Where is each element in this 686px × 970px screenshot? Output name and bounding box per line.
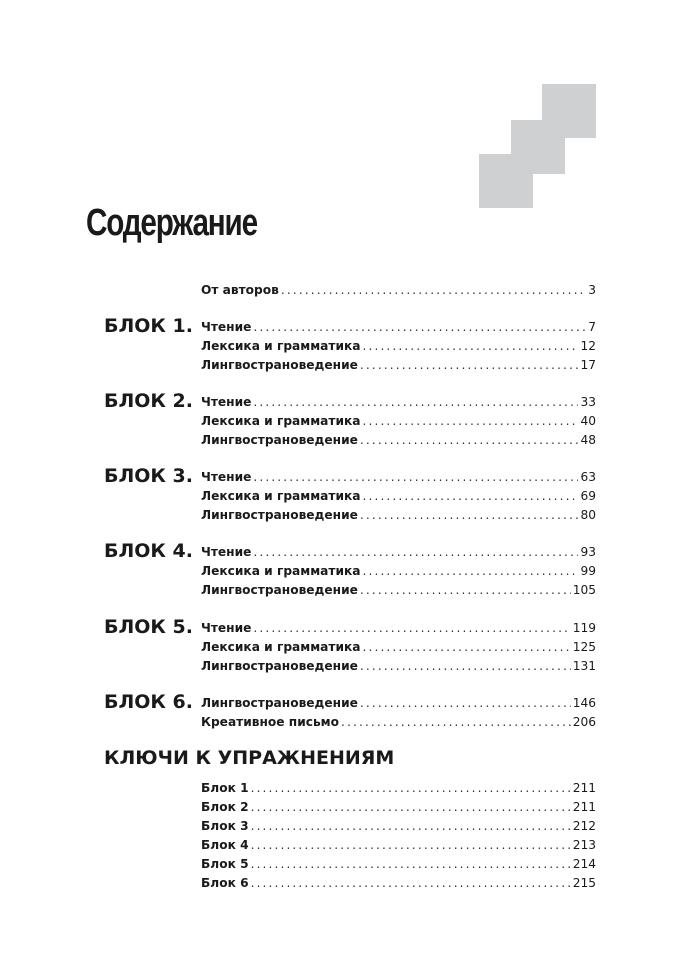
- leader-dots: [253, 543, 578, 561]
- toc-entry-page: 99: [580, 564, 596, 578]
- toc-entry-page: 213: [572, 838, 596, 852]
- toc-entry-label: Лингвострановедение: [201, 433, 358, 447]
- toc-entry-page: 119: [572, 621, 596, 635]
- leader-dots: [251, 779, 571, 797]
- toc-entry-page: 17: [580, 358, 596, 372]
- toc-entry-label: Чтение: [201, 320, 252, 334]
- toc-entry-label: Чтение: [201, 545, 252, 559]
- toc-entry-label: Лексика и грамматика: [201, 414, 361, 428]
- toc-entry-page: 69: [580, 489, 596, 503]
- toc-entry[interactable]: [201, 506, 596, 524]
- toc-entry-page: 80: [580, 508, 596, 522]
- toc-entry-page: 105: [572, 583, 596, 597]
- toc-entry-page: 211: [572, 800, 596, 814]
- toc-entry-key[interactable]: [201, 855, 596, 873]
- toc-entry-page: 93: [580, 545, 596, 559]
- toc-entry-label: Блок 5: [201, 857, 249, 871]
- leader-dots: [251, 798, 571, 816]
- toc-entry-label: Лексика и грамматика: [201, 339, 361, 353]
- toc-entry[interactable]: [201, 468, 596, 486]
- leader-dots: [251, 817, 571, 835]
- toc-entry-page: 125: [572, 640, 596, 654]
- toc-entry-label: Лингвострановедение: [201, 508, 358, 522]
- toc-entry[interactable]: [201, 619, 596, 637]
- leader-dots: [253, 468, 578, 486]
- toc-entry-label: Креативное письмо: [201, 715, 340, 729]
- toc-entry-label: Блок 2: [201, 800, 249, 814]
- leader-dots: [363, 412, 579, 430]
- toc-entry-key[interactable]: [201, 874, 596, 892]
- toc-entry-label: Чтение: [201, 395, 252, 409]
- leader-dots: [251, 855, 571, 873]
- toc-entry-page: 40: [580, 414, 596, 428]
- toc-entry-page: 146: [572, 696, 596, 710]
- block-heading-1: БЛОК 1.: [104, 315, 193, 337]
- toc-entry-key[interactable]: [201, 779, 596, 797]
- toc-entry-label: Блок 6: [201, 876, 249, 890]
- toc-entry[interactable]: [201, 412, 596, 430]
- leader-dots: [360, 694, 571, 712]
- toc-entry-page: 3: [588, 283, 596, 297]
- leader-dots: [360, 581, 571, 599]
- toc-entry-intro[interactable]: [201, 281, 596, 299]
- block-heading-2: БЛОК 2.: [104, 390, 193, 412]
- toc-entry[interactable]: [201, 694, 596, 712]
- leader-dots: [251, 874, 571, 892]
- toc-entry-label: Лингвострановедение: [201, 696, 358, 710]
- leader-dots: [341, 713, 571, 731]
- toc-entry-page: 131: [572, 659, 596, 673]
- toc-entry-label: Лексика и грамматика: [201, 640, 361, 654]
- toc-entry[interactable]: [201, 657, 596, 675]
- leader-dots: [363, 337, 579, 355]
- toc-entry[interactable]: [201, 337, 596, 355]
- leader-dots: [253, 619, 570, 637]
- toc-entry-label: Лингвострановедение: [201, 583, 358, 597]
- toc-entry[interactable]: [201, 562, 596, 580]
- block-heading-5: БЛОК 5.: [104, 616, 193, 638]
- toc-entry[interactable]: [201, 393, 596, 411]
- leader-dots: [360, 356, 579, 374]
- toc-entry-page: 12: [580, 339, 596, 353]
- block-heading-6: БЛОК 6.: [104, 691, 193, 713]
- toc-entry-page: 212: [572, 819, 596, 833]
- leader-dots: [360, 657, 571, 675]
- leader-dots: [281, 281, 586, 299]
- toc-entry[interactable]: [201, 356, 596, 374]
- toc-entry-label: Чтение: [201, 470, 252, 484]
- toc-entry-page: 214: [572, 857, 596, 871]
- keys-heading: КЛЮЧИ К УПРАЖНЕНИЯМ: [104, 747, 395, 769]
- leader-dots: [360, 431, 579, 449]
- leader-dots: [363, 562, 579, 580]
- toc-entry-label: Лексика и грамматика: [201, 564, 361, 578]
- toc-entry-page: 215: [572, 876, 596, 890]
- leader-dots: [360, 506, 579, 524]
- toc-entry-page: 48: [580, 433, 596, 447]
- toc-entry-page: 211: [572, 781, 596, 795]
- toc-entry-label: От авторов: [201, 283, 279, 297]
- toc-entry[interactable]: [201, 713, 596, 731]
- toc-entry[interactable]: [201, 431, 596, 449]
- toc-entry-label: Чтение: [201, 621, 252, 635]
- toc-entry[interactable]: [201, 318, 596, 336]
- toc-entry[interactable]: [201, 543, 596, 561]
- page-title: Содержание: [86, 202, 257, 244]
- toc-entry-page: 63: [580, 470, 596, 484]
- block-heading-4: БЛОК 4.: [104, 540, 193, 562]
- toc-entry-page: 206: [572, 715, 596, 729]
- leader-dots: [253, 318, 586, 336]
- toc-entry[interactable]: [201, 638, 596, 656]
- toc-entry-label: Блок 4: [201, 838, 249, 852]
- toc-entry-label: Блок 3: [201, 819, 249, 833]
- toc-entry-key[interactable]: [201, 798, 596, 816]
- leader-dots: [253, 393, 578, 411]
- toc-entry[interactable]: [201, 487, 596, 505]
- toc-entry-page: 33: [580, 395, 596, 409]
- toc-entry[interactable]: [201, 581, 596, 599]
- toc-entry-label: Лексика и грамматика: [201, 489, 361, 503]
- toc-entry-label: Блок 1: [201, 781, 249, 795]
- toc-entry-label: Лингвострановедение: [201, 358, 358, 372]
- toc-entry-key[interactable]: [201, 836, 596, 854]
- leader-dots: [363, 638, 571, 656]
- block-heading-3: БЛОК 3.: [104, 465, 193, 487]
- toc-entry-key[interactable]: [201, 817, 596, 835]
- toc-entry-page: 7: [588, 320, 596, 334]
- leader-dots: [251, 836, 571, 854]
- leader-dots: [363, 487, 579, 505]
- decorative-square-bottom: [479, 154, 533, 208]
- toc-entry-label: Лингвострановедение: [201, 659, 358, 673]
